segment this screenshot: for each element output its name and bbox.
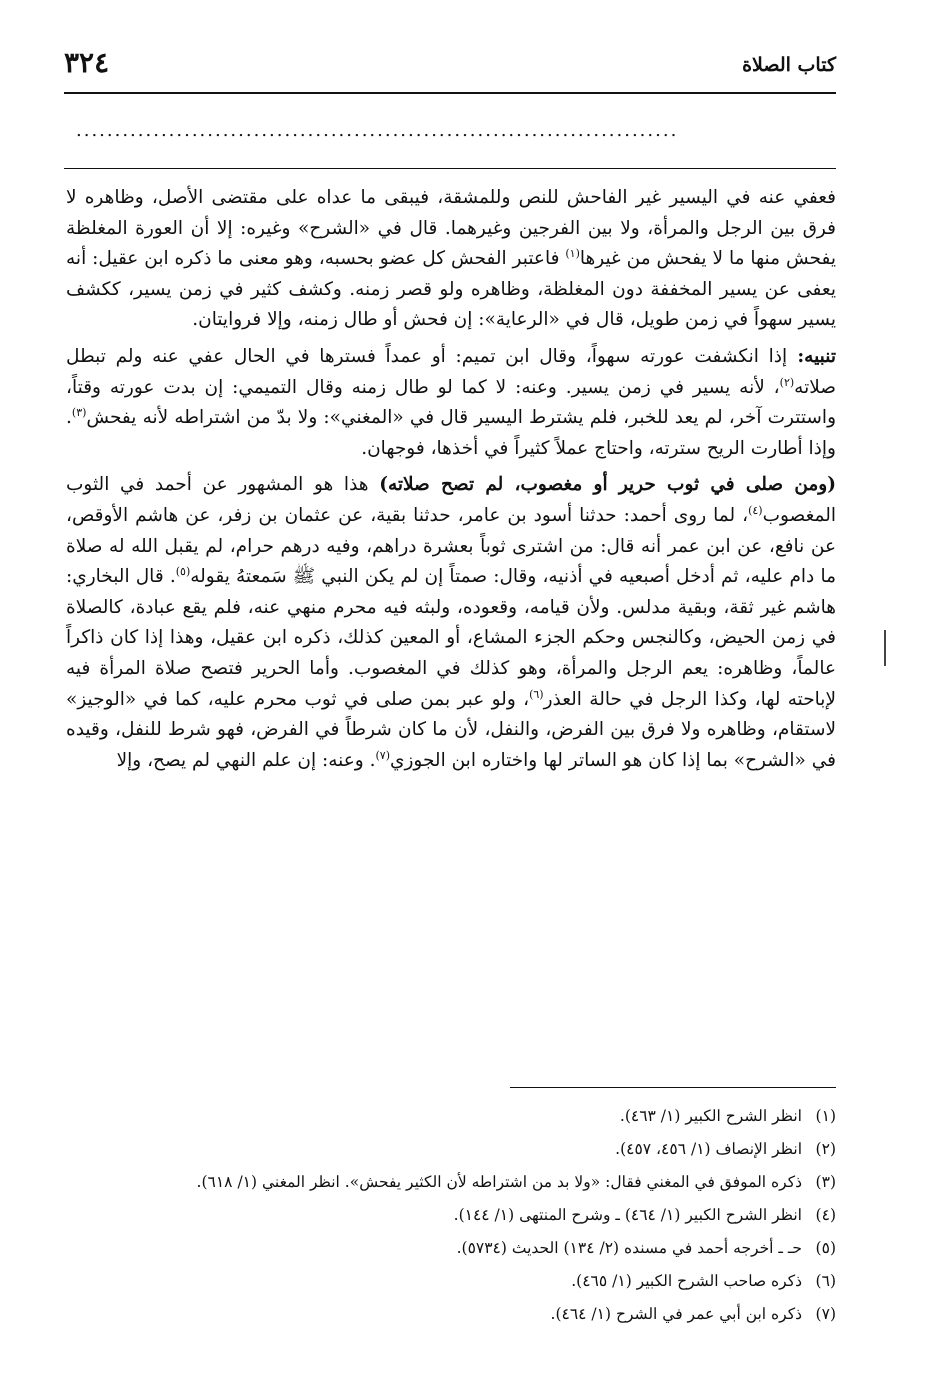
footnote-number: (١) <box>815 1107 836 1125</box>
footnote-ref: (٤) <box>748 503 763 517</box>
dotted-separator: .............................................................................. <box>76 120 679 141</box>
footnote-ref: (٥) <box>175 564 191 578</box>
text-run: . وعنه: إن علم النهي لم يصح، وإلا <box>116 749 376 771</box>
footnote <box>66 1133 836 1166</box>
footnote <box>66 1232 836 1265</box>
text-run: إذا انكشفت عورته سهواً، وقال ابن تميم: أو عمداً فسترها في الحال عفي عنه ولم تبطل صلاته <box>66 345 836 398</box>
paragraph-note <box>66 342 836 464</box>
text-run: فاعتبر الفحش كل عضو بحسبه، وهو معنى ما ذكره ابن عقيل: أنه يعفى عن يسير المخففة دون المغلظة، وظاهره ولو قصر زمنه. وكشف كثير في زمن يسير، ككشف يسير سهواً في زمن طويل، قال في «الرعاية»: إن فحش أو طال زمنه، وإلا فروايتان. <box>66 248 836 331</box>
footnote-rule <box>510 1087 836 1088</box>
text-run: . قال البخاري: هاشم غير ثقة، وبقية مدلس. ولأن قيامه، وقعوده، ولبثه فيه محرم منهي عنه، فلم يقع عبادة، كالصلاة في زمن الحيض، وكالنجس وحكم الجزء المشاع، أو المعين كذلك، ذكره ابن عقيل، وهذا إذا كان ذاكراً عالماً، وظاهره: يعم الرجل والمرأة، وهو كذلك في المغصوب. وأما الحرير فتصح صلاة المرأة فيه لإباحته لها، وكذا الرجل في حالة العذر <box>66 566 836 710</box>
footnote-number: (٤) <box>815 1206 836 1224</box>
text-run: هذا هو المشهور عن أحمد في الثوب المغصوب <box>66 474 836 526</box>
footnote-ref: (١) <box>565 247 580 261</box>
text-run: . وإذا أطارت الريح سترته، واحتاج عملاً كثيراً في أخذها، فوجهان. <box>66 407 836 459</box>
text-run: فعفي عنه في اليسير غير الفاحش للنص وللمشقة، فيبقى ما عداه على مقتضى الأصل، وظاهره لا فرق بين الرجل والمرأة، ولا بين الفرجين وغيرهما. قال في «الشرح» وغيره: إلا أن العورة المغلظة يفحش منها ما لا يفحش من غيرها <box>66 187 836 270</box>
footnote <box>66 1265 836 1298</box>
bold-phrase: تنبيه: <box>787 345 836 367</box>
text-run: ، لأنه يسير في زمن يسير. وعنه: لا كما لو طال زمنه وقال التميمي: إن بدت عورته وقتاً، واستترت آخر، لم يعد للخبر، فلم يشترط اليسير قال في «المغني»: ولا بدّ من اشتراطه لأنه يفحش <box>66 376 836 429</box>
paragraph <box>66 470 836 776</box>
main-text <box>66 183 836 782</box>
top-content-rule <box>64 168 836 169</box>
page-number: ٣٢٤ <box>64 46 110 79</box>
footnote-text: حـ ـ أخرجه أحمد في مسنده (٢/ ١٣٤) الحديث (٥٧٣٤). <box>456 1239 802 1257</box>
text-run: ، ولو عبر بمن صلى في ثوب محرم عليه، كما في «الوجيز» لاستقام، وظاهره ولا فرق بين الفرض، والنفل، لأن ما كان شرطاً في الفرض، فهو شرط للنفل، وقيده في «الشرح» بما إذا كان هو الساتر لها واختاره ابن الجوزي <box>66 688 836 771</box>
footnotes <box>66 1100 836 1331</box>
footnote-ref: (٧) <box>375 748 391 762</box>
footnote-ref: (٢) <box>779 375 795 389</box>
footnote-text: ذكره ابن أبي عمر في الشرح (١/ ٤٦٤). <box>550 1305 802 1323</box>
paragraph <box>66 183 836 336</box>
footnote <box>66 1298 836 1331</box>
footnote <box>66 1166 836 1199</box>
footnote-text: انظر الشرح الكبير (١/ ٤٦٤) ـ وشرح المنتهى (١/ ١٤٤). <box>453 1206 802 1224</box>
footnote-number: (٢) <box>815 1140 836 1158</box>
footnote <box>66 1199 836 1232</box>
margin-mark <box>884 630 886 666</box>
footnote-text: ذكره الموفق في المغني فقال: «ولا بد من اشتراطه لأن الكثير يفحش». انظر المغني (١/ ٦١٨). <box>196 1173 802 1191</box>
footnote-number: (٣) <box>815 1173 836 1191</box>
page-header <box>64 42 836 94</box>
footnote-text: انظر الإنصاف (١/ ٤٥٦، ٤٥٧). <box>615 1140 802 1158</box>
bold-phrase: (ومن صلى في ثوب حرير أو مغصوب، لم تصح صلاته) <box>379 474 836 496</box>
footnote-text: ذكره صاحب الشرح الكبير (١/ ٤٦٥). <box>571 1272 802 1290</box>
footnote-ref: (٦) <box>529 687 544 701</box>
header-rule <box>64 92 836 94</box>
footnote-number: (٧) <box>815 1305 836 1323</box>
footnote-text: انظر الشرح الكبير (١/ ٤٦٣). <box>619 1107 802 1125</box>
footnote-number: (٦) <box>815 1272 836 1290</box>
text-run: ، لما روى أحمد: حدثنا أسود بن عامر، حدثنا بقية، عن عثمان بن زفر، عن هاشم الأوقص، عن نافع، عن ابن عمر أنه قال: من اشترى ثوباً بعشرة دراهم، وفيه درهم حرام، لم يقبل الله له صلاة ما دام عليه، ثم أدخل أصبعيه في أذنيه، وقال: صمتاً إن لم يكن النبي ﷺ سَمعتهُ يقوله <box>66 504 837 588</box>
footnote <box>66 1100 836 1133</box>
footnote-number: (٥) <box>815 1239 836 1257</box>
chapter-title: كتاب الصلاة <box>742 54 836 76</box>
footnote-ref: (٣) <box>71 406 87 419</box>
